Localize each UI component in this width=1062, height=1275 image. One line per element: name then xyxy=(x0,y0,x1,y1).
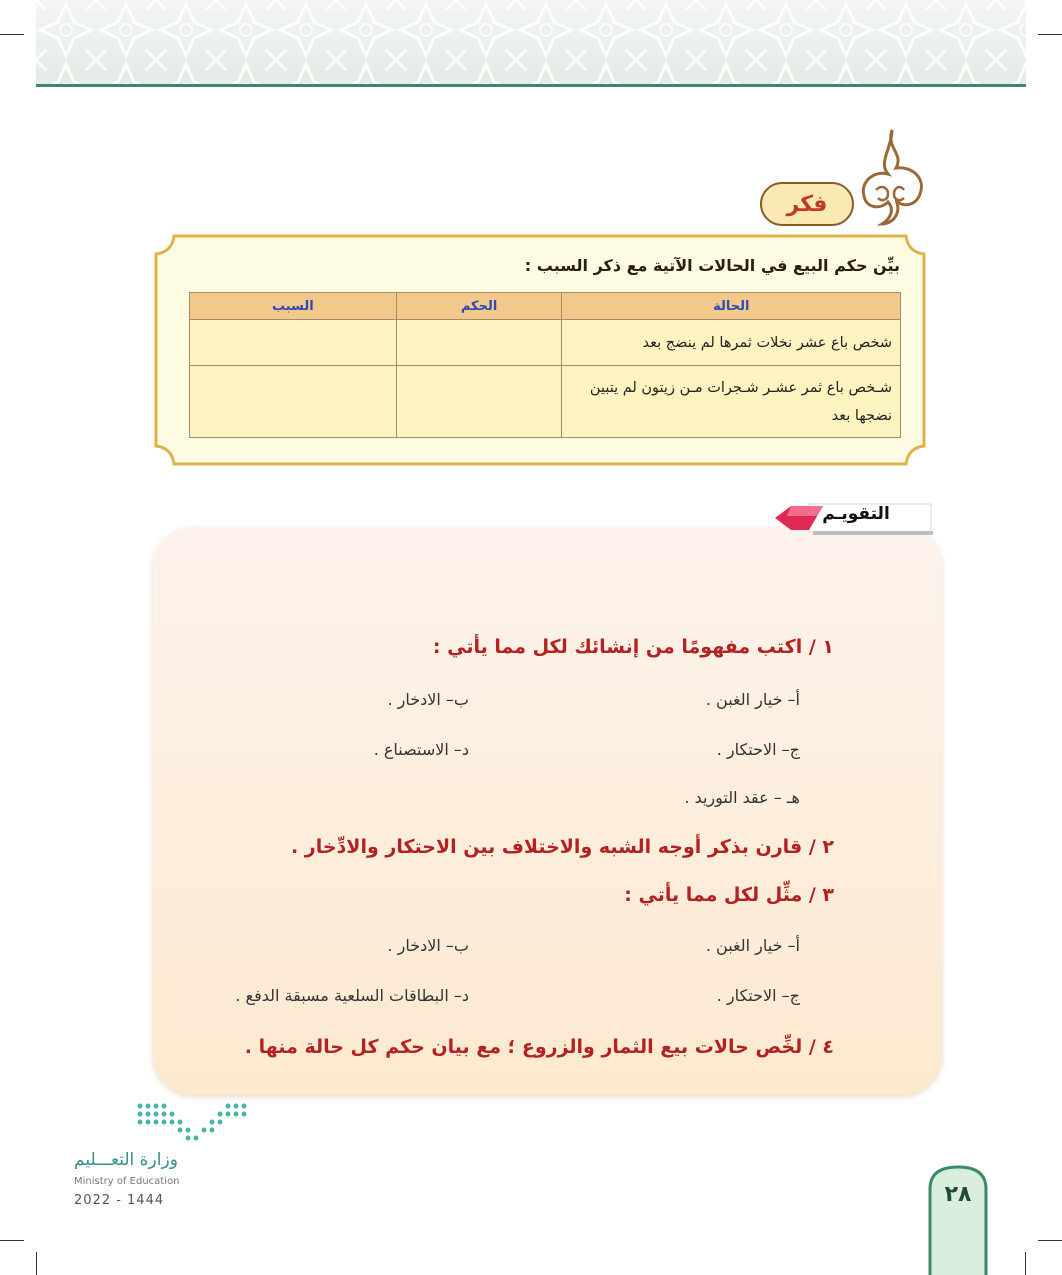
q1-option-b: ب– الادخار . xyxy=(387,690,469,709)
table-cell-ruling[interactable] xyxy=(396,320,562,366)
column-header-case: الحالة xyxy=(562,293,901,320)
q1-option-a: أ– خيار الغبن . xyxy=(705,690,800,709)
ministry-logo-icon xyxy=(134,1100,254,1144)
q3-option-c: ج– الاحتكار . xyxy=(716,986,800,1005)
crop-mark xyxy=(1025,1252,1026,1275)
table-row xyxy=(190,320,901,366)
table-cell-ruling[interactable] xyxy=(396,366,562,438)
table-row xyxy=(190,366,901,438)
question-3: ٣ / مثِّل لكل مما يأتي : xyxy=(624,884,834,906)
q3-option-b: ب– الادخار . xyxy=(387,936,469,955)
column-header-reason: السبب xyxy=(190,293,397,320)
q1-option-d: د– الاستصناع . xyxy=(373,740,469,759)
header-pattern-band xyxy=(36,0,1026,86)
crop-mark xyxy=(36,1252,37,1275)
header-divider xyxy=(36,84,1026,87)
table-cell-reason[interactable] xyxy=(190,366,397,438)
crop-mark xyxy=(0,1240,24,1241)
ministry-name-arabic: وزارة التعـــليم xyxy=(74,1150,178,1170)
geometric-pattern xyxy=(36,0,1026,86)
table-header-row xyxy=(190,293,901,320)
table-cell-case: شخص باع عشر نخلات ثمرها لم ينضج بعد xyxy=(562,320,901,366)
page-number: ٢٨ xyxy=(944,1182,972,1207)
arabesque-ornament-icon xyxy=(852,128,932,228)
question-1: ١ / اكتب مفهومًا من إنشائك لكل مما يأتي : xyxy=(432,636,834,658)
crop-mark xyxy=(1038,1240,1062,1241)
q3-option-a: أ– خيار الغبن . xyxy=(705,936,800,955)
evaluation-panel xyxy=(153,527,942,1095)
q1-option-e: هـ – عقد التوريد . xyxy=(684,788,800,807)
table-cell-case: شـخص باع ثمر عشـر شـجرات مـن زيتون لم يتبين نضجها بعد xyxy=(562,366,901,438)
think-heading: بيِّن حكم البيع في الحالات الآتية مع ذكر السبب : xyxy=(524,256,900,275)
table-cell-reason[interactable] xyxy=(190,320,397,366)
q3-option-d: د– البطاقات السلعية مسبقة الدفع . xyxy=(235,986,469,1005)
question-4: ٤ / لخِّص حالات بيع الثمار والزروع ؛ مع بيان حكم كل حالة منها . xyxy=(244,1036,834,1058)
question-2: ٢ / قارن بذكر أوجه الشبه والاختلاف بين الاحتكار والادِّخار . xyxy=(290,836,834,858)
crop-mark xyxy=(0,34,24,35)
think-table xyxy=(189,292,901,438)
think-label: فكر xyxy=(760,182,854,226)
ministry-name-english: Ministry of Education xyxy=(74,1176,180,1187)
q1-option-c: ج– الاحتكار . xyxy=(716,740,800,759)
column-header-ruling: الحكم xyxy=(396,293,562,320)
evaluation-label: التقويـم xyxy=(822,504,890,524)
edition-year: 2022 - 1444 xyxy=(74,1193,165,1208)
crop-mark xyxy=(1038,34,1062,35)
